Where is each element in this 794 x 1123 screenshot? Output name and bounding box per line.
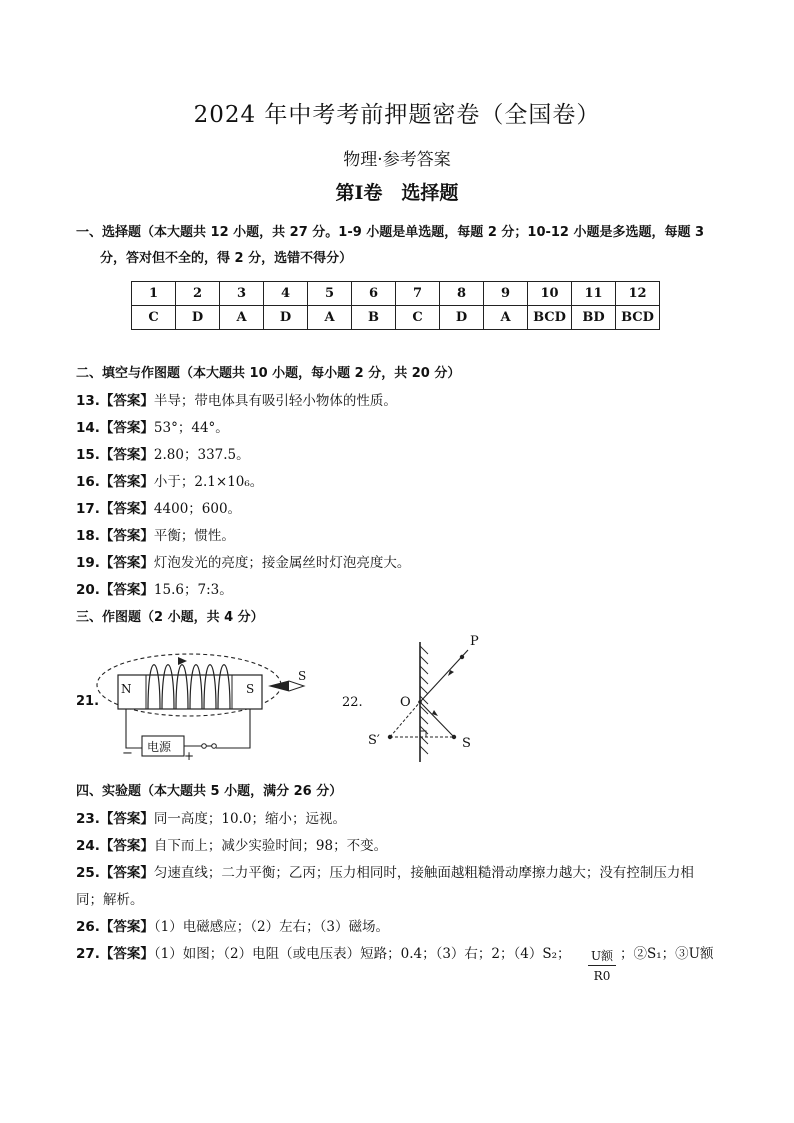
answer-text: 同；解析。 — [76, 892, 144, 908]
answer-line-24 — [76, 834, 387, 854]
circuit-wire — [216, 709, 250, 748]
image-point-label: S′ — [368, 733, 380, 748]
table-cell: 7 — [396, 282, 440, 306]
fraction-bar — [588, 965, 616, 966]
answer-line-25 — [76, 861, 694, 881]
question-number: 20. — [76, 582, 100, 598]
answer-line-18 — [76, 524, 235, 544]
table-cell: 10 — [528, 282, 572, 306]
answer-text: 2.80；337.5。 — [153, 447, 250, 463]
table-cell: C — [132, 306, 176, 330]
answer-text: （1）电磁感应；（2）左右；（3）磁场。 — [153, 919, 389, 935]
table-cell: BCD — [616, 306, 660, 330]
answer-text: （1）如图；（2）电阻（或电压表）短路；0.4；（3）右；2；（4）S₂； — [153, 946, 571, 962]
table-cell: D — [440, 306, 484, 330]
table-cell: 2 — [176, 282, 220, 306]
answer-tag: 【答案】 — [99, 393, 154, 409]
needle-label: S — [298, 669, 307, 683]
answer-line-27 — [76, 942, 571, 962]
answer-text: 匀速直线；二力平衡；乙丙；压力相同时，接触面越粗糙滑动摩擦力越大；没有控制压力相 — [153, 865, 694, 881]
table-cell: BCD — [528, 306, 572, 330]
question-number: 14. — [76, 420, 100, 436]
table-cell: D — [176, 306, 220, 330]
answer-text: 15.6；7:3。 — [153, 582, 233, 598]
answer-27-tail: ；②S₁；③U额 — [620, 946, 714, 962]
answer-text: 同一高度；10.0；缩小；远视。 — [153, 811, 346, 827]
n-pole-label: N — [121, 682, 132, 696]
figure21-number: 21. — [76, 694, 100, 709]
question-number: 24. — [76, 838, 100, 854]
table-cell: A — [220, 306, 264, 330]
answer-line-13 — [76, 389, 397, 409]
answer-tag: 【答案】 — [99, 865, 154, 881]
section1-heading: 一、选择题（本大题共 12 小题，共 27 分。1-9 小题是单选题，每题 2 分；10-12 小题是多选题，每题 3 — [76, 225, 705, 240]
field-arrow-icon — [178, 657, 187, 665]
answer-tag: 【答案】 — [99, 420, 154, 436]
answer-line-23 — [76, 807, 346, 827]
point-o-label: O — [400, 695, 411, 710]
answer-text: 自下而上；减少实验时间；98；不变。 — [153, 838, 388, 854]
section1-heading-cont: 分，答对但不全的，得 2 分，选错不得分） — [100, 251, 353, 266]
table-cell: 8 — [440, 282, 484, 306]
minus-label: − — [122, 746, 133, 761]
plus-label: + — [184, 749, 195, 763]
question-number: 19. — [76, 555, 100, 571]
table-cell: A — [484, 306, 528, 330]
answer-tag: 【答案】 — [99, 528, 154, 544]
question-number: 17. — [76, 501, 100, 517]
question-number: 16. — [76, 474, 100, 490]
answer-line-26 — [76, 915, 389, 935]
question-number: 15. — [76, 447, 100, 463]
answer-line-16 — [76, 470, 263, 490]
answer-text: 53°；44°。 — [153, 420, 229, 436]
section4-heading: 四、实验题（本大题共 5 小题，满分 26 分） — [76, 784, 343, 799]
table-cell: 12 — [616, 282, 660, 306]
table-cell: 11 — [572, 282, 616, 306]
s-pole-label: S — [246, 682, 255, 696]
answer-line-14 — [76, 416, 229, 436]
answer-tag: 【答案】 — [99, 946, 154, 962]
table-cell: BD — [572, 306, 616, 330]
answer-text: 灯泡发光的亮度；接金属丝时灯泡亮度大。 — [153, 555, 411, 571]
question-number: 27. — [76, 946, 100, 962]
answer-line-25-cont — [76, 888, 144, 908]
answer-line-19 — [76, 551, 410, 571]
answer-text: 4400；600。 — [153, 501, 242, 517]
page-title: 2024 年中考考前押题密卷（全国卷） — [193, 102, 601, 128]
page-subtitle: 物理·参考答案 — [343, 150, 451, 170]
table-cell: B — [352, 306, 396, 330]
figure22-number: 22. — [342, 695, 363, 710]
table-cell: 3 — [220, 282, 264, 306]
answer-tag: 【答案】 — [99, 811, 154, 827]
answer-tag: 【答案】 — [99, 501, 154, 517]
answer-line-15 — [76, 443, 250, 463]
answer-tag: 【答案】 — [99, 919, 154, 935]
answer-text: 半导；带电体具有吸引轻小物体的性质。 — [153, 393, 397, 409]
answer-table — [131, 281, 660, 330]
answer-tag: 【答案】 — [99, 555, 154, 571]
figure22-mirror-reflection-diagram — [370, 630, 490, 770]
volume-heading: 第Ⅰ卷 选择题 — [335, 182, 459, 204]
answer-table-number-row — [132, 282, 660, 306]
section2-heading: 二、填空与作图题（本大题共 10 小题，每小题 2 分，共 20 分） — [76, 366, 461, 381]
answer-tag: 【答案】 — [99, 582, 154, 598]
section3-heading: 三、作图题（2 小题，共 4 分） — [76, 610, 264, 625]
answer-tag: 【答案】 — [99, 838, 154, 854]
question-number: 23. — [76, 811, 100, 827]
table-cell: 5 — [308, 282, 352, 306]
fraction-numerator: U额 — [590, 949, 614, 963]
point-p-label: P — [470, 634, 479, 649]
table-cell: C — [396, 306, 440, 330]
answer-text: 小于；2.1×10₆。 — [153, 474, 264, 490]
answer-tag: 【答案】 — [99, 474, 154, 490]
table-cell: 9 — [484, 282, 528, 306]
point-s-label: S — [462, 736, 471, 751]
fraction-denominator: R0 — [593, 969, 611, 983]
table-cell: 6 — [352, 282, 396, 306]
incident-ray — [420, 702, 454, 737]
question-number: 18. — [76, 528, 100, 544]
power-source-label: 电源 — [147, 740, 172, 754]
question-number: 26. — [76, 919, 100, 935]
answer-table-answer-row — [132, 306, 660, 330]
table-cell: A — [308, 306, 352, 330]
answer-line-17 — [76, 497, 241, 517]
table-cell: 1 — [132, 282, 176, 306]
answer-tag: 【答案】 — [99, 447, 154, 463]
table-cell: D — [264, 306, 308, 330]
question-number: 13. — [76, 393, 100, 409]
question-number: 25. — [76, 865, 100, 881]
answer-line-20 — [76, 578, 233, 598]
answer-text: 平衡；惯性。 — [153, 528, 235, 544]
figure21-electromagnet-diagram — [90, 630, 330, 765]
table-cell: 4 — [264, 282, 308, 306]
